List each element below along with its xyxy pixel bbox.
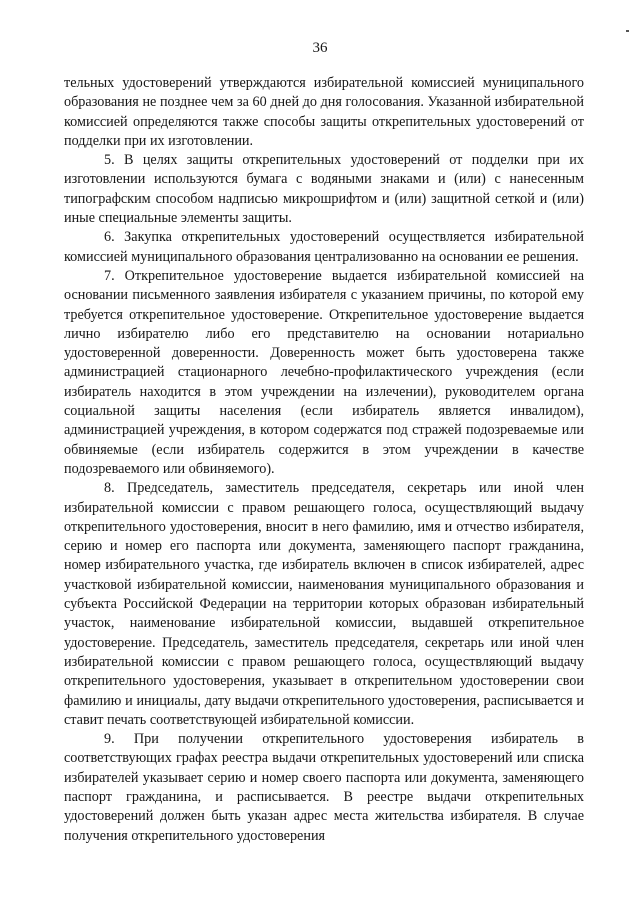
scan-artifact-mark bbox=[626, 30, 629, 32]
paragraph-9: 9. При получении открепительного удостоверения избиратель в соответствующих графах реестра выдачи открепительных удостоверений или списка избирателей указывает серию и номер своего паспорта или документа, заменяющего паспорт гражданина, и расписывается. В реестре выдачи открепительных удостоверений должен быть указан адрес места жительства избирателя. В случае получения открепительного удостоверения bbox=[64, 731, 584, 844]
paragraph-8: 8. Председатель, заместитель председателя, секретарь или иной член избирательной комиссии с правом решающего голоса, осуществляющий выдачу открепительного удостоверения, вносит в него фамилию, имя и отчество избирателя, серию и номер его паспорта или документа, заменяющего паспорт гражданина, номер избирательного участка, где избиратель включен в список избирателей, адрес участковой избирательной комиссии, наименования муниципального образования и субъекта Российской Федерации на территории которых образован избирательный участок, наименование избирательной комиссии, выдавшей открепительное удостоверение. Председатель, заместитель председателя, секретарь или иной член избирательной комиссии с правом решающего голоса, осуществляющий выдачу открепительного удостоверения, указывает в открепительном удостоверении свои фамилию и инициалы, дату выдачи открепительного удостоверения, расписывается и ставит печать соответствующей избирательной комиссии. bbox=[64, 480, 584, 728]
paragraph-5: 5. В целях защиты открепительных удостоверений от подделки при их изготовлении используются бумага с водяными знаками и (или) с нанесенным типографским способом надписью микрошрифтом и (или) защитной сеткой и (или) иные специальные элементы защиты. bbox=[64, 152, 584, 227]
page-number: 36 bbox=[312, 40, 328, 56]
paragraph-7: 7. Открепительное удостоверение выдается избирательной комиссией на основании письменного заявления избирателя с указанием причины, по которой ему требуется открепительное удостоверение. Открепительное удостоверение выдается лично избирателю либо его представителю на основании нотариально удостоверенной доверенности. Доверенность может быть удостоверена также администрацией стационарного лечебно-профилактического учреждения (если избиратель находится в этом учреждении на излечении), руководителем органа социальной защиты населения (если избиратель является инвалидом), администрацией учреждения, в котором содержатся под стражей подозреваемые или обвиняемые (если избиратель содержится в этом учреждении в качестве подозреваемого или обвиняемого). bbox=[64, 267, 584, 477]
document-body bbox=[64, 74, 584, 846]
paragraph-6: 6. Закупка открепительных удостоверений осуществляется избирательной комиссией муниципального образования централизованно на основании ее решения. bbox=[64, 229, 584, 265]
paragraph-continuation: тельных удостоверений утверждаются избирательной комиссией муниципального образования не позднее чем за 60 дней до дня голосования. Указанной избирательной комиссией определяются также способы защиты открепительных удостоверений от подделки при их изготовлении. bbox=[64, 75, 584, 149]
